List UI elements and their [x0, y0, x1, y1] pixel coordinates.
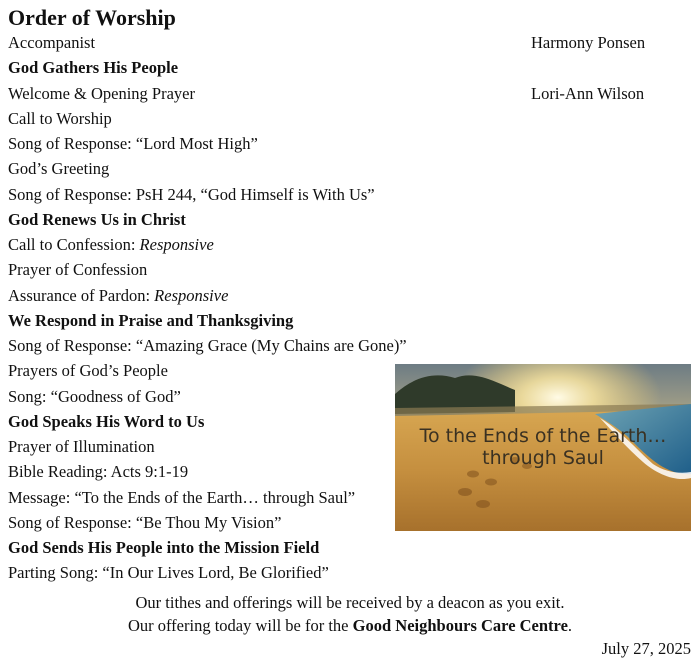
service-item: [8, 133, 258, 155]
section-heading: [8, 411, 204, 433]
service-item-label: We Respond in Praise and Thanksgiving: [8, 311, 294, 330]
service-item-label: God Speaks His Word to Us: [8, 412, 205, 431]
service-item: [8, 487, 355, 509]
service-item: [8, 108, 112, 130]
service-item: [8, 436, 155, 458]
service-item-label: Message: “To the Ends of the Earth… through Saul”: [8, 488, 356, 507]
service-item-leader: Harmony Ponsen: [531, 33, 646, 52]
page-title: Order of Worship: [8, 5, 176, 30]
service-item-mode: Responsive: [154, 286, 229, 305]
banner-caption-line1: To the Ends of the Earth…: [419, 425, 667, 447]
offering-prefix: Our offering today will be for the: [127, 616, 353, 635]
service-item-label: Song of Response: “Be Thou My Vision”: [8, 513, 282, 532]
service-item: [8, 285, 228, 307]
service-item-label: Prayer of Confession: [8, 260, 148, 279]
offering-suffix: .: [567, 616, 573, 635]
service-item: [8, 32, 95, 54]
service-date: July 27, 2025: [601, 639, 691, 658]
section-heading: [8, 537, 319, 559]
sermon-banner-image: [395, 364, 691, 531]
service-item: [8, 83, 195, 105]
service-item: [8, 512, 281, 534]
service-item-label: God Sends His People into the Mission Field: [8, 538, 320, 557]
service-item-label: God Renews Us in Christ: [8, 210, 186, 229]
service-item-label: Call to Confession:: [8, 235, 140, 254]
service-item-label: Parting Song: “In Our Lives Lord, Be Glorified”: [8, 563, 329, 582]
service-item-label: Song of Response: PsH 244, “God Himself is With Us”: [8, 185, 375, 204]
service-item-label: Call to Worship: [8, 109, 112, 128]
banner-caption-line2: through Saul: [482, 447, 604, 469]
service-item-label: God Gathers His People: [8, 58, 179, 77]
service-item-label: Assurance of Pardon:: [8, 286, 155, 305]
service-item-label: Song of Response: “Lord Most High”: [8, 134, 258, 153]
section-heading: [8, 209, 186, 231]
section-heading: [8, 57, 178, 79]
service-item-label: God’s Greeting: [8, 159, 110, 178]
service-item-label: Welcome & Opening Prayer: [8, 84, 195, 103]
service-item-label: Song of Response: “Amazing Grace (My Chains are Gone)”: [8, 336, 407, 355]
service-item: [8, 461, 188, 483]
offering-recipient: Good Neighbours Care Centre: [352, 616, 568, 635]
service-item: [8, 158, 109, 180]
service-item: [8, 234, 214, 256]
service-item: [8, 259, 147, 281]
service-item-label: Bible Reading: Acts 9:1-19: [8, 462, 189, 481]
service-item: [8, 335, 407, 357]
service-item-label: Song: “Goodness of God”: [8, 387, 181, 406]
service-item-leader: Lori-Ann Wilson: [531, 84, 645, 103]
section-heading: [8, 310, 293, 332]
service-item: [8, 562, 329, 584]
service-item-label: Accompanist: [8, 33, 96, 52]
service-item-label: Prayers of God’s People: [8, 361, 168, 380]
offering-designation: [0, 615, 700, 637]
service-item: [8, 386, 181, 408]
service-item: [8, 184, 375, 206]
service-item: [8, 360, 168, 382]
service-item-mode: Responsive: [139, 235, 214, 254]
service-item-label: Prayer of Illumination: [8, 437, 155, 456]
offering-note: Our tithes and offerings will be received by a deacon as you exit.: [135, 593, 565, 612]
